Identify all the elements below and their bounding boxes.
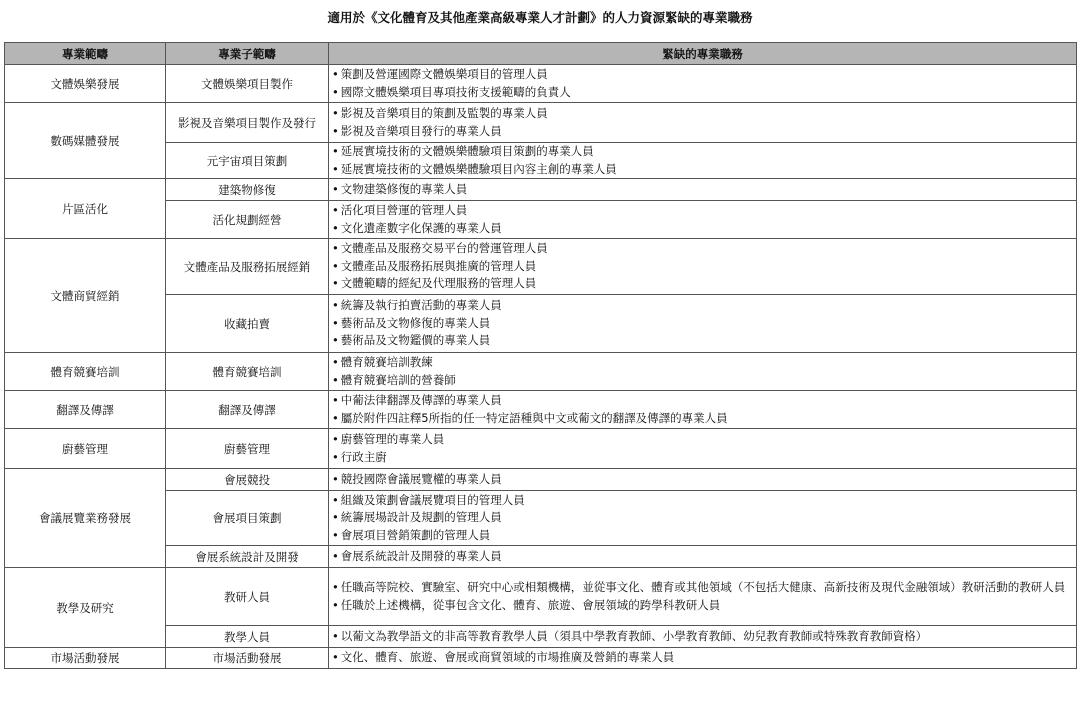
duty-text: 體育競賽培訓教練 <box>340 355 433 369</box>
table-row <box>5 568 1077 626</box>
duty-item <box>332 628 1073 646</box>
duty-item <box>332 471 1073 489</box>
table-row <box>5 648 1077 669</box>
table-row <box>5 353 1077 391</box>
duty-text: 廚藝管理的專業人員 <box>340 432 445 446</box>
bullet-icon: • <box>332 628 339 643</box>
bullet-icon: • <box>332 597 339 612</box>
bullet-icon: • <box>332 220 339 235</box>
duty-item <box>332 220 1073 238</box>
duty-item <box>332 527 1073 545</box>
bullet-icon: • <box>332 161 339 176</box>
duty-text: 延展實境技術的文體娛樂體驗項目策劃的專業人員 <box>340 144 594 158</box>
bullet-icon: • <box>332 123 339 138</box>
bullet-icon: • <box>332 492 339 507</box>
duty-item <box>332 332 1073 350</box>
duty-item <box>332 66 1073 84</box>
duty-item <box>332 649 1073 667</box>
duty-item <box>332 449 1073 467</box>
table-row <box>5 469 1077 491</box>
bullet-icon: • <box>332 258 339 273</box>
duty-item <box>332 509 1073 527</box>
duties-cell <box>329 201 1077 239</box>
bullet-icon: • <box>332 67 339 81</box>
domain-cell: 翻譯及傳譯 <box>5 391 166 429</box>
duties-cell <box>329 648 1077 669</box>
page-title: 適用於《文化體育及其他產業高級專業人才計劃》的人力資源緊缺的專業職務 <box>327 10 753 25</box>
bullet-icon: • <box>332 393 339 407</box>
duty-text: 任職於上述機構，從事包含文化、體育、旅遊、會展領域的跨學科教研人員 <box>340 597 721 612</box>
subdomain-cell: 影視及音樂項目製作及發行 <box>166 103 329 143</box>
bullet-icon: • <box>332 333 339 348</box>
bullet-icon: • <box>332 548 339 563</box>
table-row <box>5 143 1077 179</box>
duties-cell <box>329 626 1077 648</box>
subdomain-cell: 翻譯及傳譯 <box>166 391 329 429</box>
duties-cell <box>329 491 1077 546</box>
professions-table <box>4 42 1077 669</box>
table-row <box>5 65 1077 103</box>
domain-cell: 文體娛樂發展 <box>5 65 166 103</box>
duty-item <box>332 105 1073 123</box>
duties-cell <box>329 295 1077 353</box>
duty-item <box>332 143 1073 161</box>
bullet-icon: • <box>332 181 339 196</box>
subdomain-cell: 文體產品及服務拓展經銷 <box>166 239 329 295</box>
subdomain-cell: 元宇宙項目策劃 <box>166 143 329 179</box>
duty-text: 會展系統設計及開發的專業人員 <box>340 548 502 563</box>
duty-item <box>332 410 1073 428</box>
table-row <box>5 103 1077 143</box>
header-domain: 專業範疇 <box>5 43 166 65</box>
duty-text: 行政主廚 <box>340 449 387 464</box>
subdomain-cell: 會展項目策劃 <box>166 491 329 546</box>
subdomain-cell: 教學人員 <box>166 626 329 648</box>
duties-cell <box>329 353 1077 391</box>
duty-text: 藝術品及文物鑑價的專業人員 <box>340 333 491 348</box>
duty-text: 國際文體娛樂項目專項技術支援範疇的負責人 <box>340 84 571 99</box>
bullet-icon: • <box>332 580 339 594</box>
duty-item <box>332 492 1073 510</box>
duty-item <box>332 431 1073 449</box>
duty-text: 文化、體育、旅遊、會展或商貿領域的市場推廣及營銷的專業人員 <box>340 650 675 665</box>
subdomain-cell: 會展競投 <box>166 469 329 491</box>
bullet-icon: • <box>332 144 339 158</box>
bullet-icon: • <box>332 241 339 256</box>
duty-item <box>332 202 1073 220</box>
duties-cell <box>329 469 1077 491</box>
duty-text: 影視及音樂項目發行的專業人員 <box>340 123 502 138</box>
duties-cell <box>329 103 1077 143</box>
header-duties: 緊缺的專業職務 <box>329 43 1077 65</box>
duty-text: 會展項目營銷策劃的管理人員 <box>340 527 491 542</box>
duty-text: 統籌及執行拍賣活動的專業人員 <box>340 298 502 313</box>
domain-cell: 數碼媒體發展 <box>5 103 166 179</box>
bullet-icon: • <box>332 449 339 464</box>
domain-cell: 市場活動發展 <box>5 648 166 669</box>
domain-cell: 教學及研究 <box>5 568 166 648</box>
duties-cell <box>329 143 1077 179</box>
duty-item <box>332 123 1073 141</box>
duty-text: 任職高等院校、實驗室、研究中心或相類機構，並從事文化、體育或其他領域（不包括大健康、高新技術及現代金融領域）教研活動的教研人員 <box>340 580 1066 594</box>
duty-item <box>332 240 1073 258</box>
bullet-icon: • <box>332 432 339 446</box>
duty-text: 文體範疇的經紀及代理服務的管理人員 <box>340 276 537 291</box>
table-row <box>5 201 1077 239</box>
duty-text: 組織及策劃會議展覽項目的管理人員 <box>340 492 525 507</box>
table-row <box>5 179 1077 201</box>
bullet-icon: • <box>332 372 339 387</box>
bullet-icon: • <box>332 106 339 120</box>
duty-text: 文體產品及服務交易平台的營運管理人員 <box>340 241 548 256</box>
duty-item <box>332 258 1073 276</box>
duty-item <box>332 275 1073 293</box>
subdomain-cell: 教研人員 <box>166 568 329 626</box>
subdomain-cell: 文體娛樂項目製作 <box>166 65 329 103</box>
duties-cell <box>329 429 1077 469</box>
duty-text: 延展實境技術的文體娛樂體驗項目內容主創的專業人員 <box>340 161 617 176</box>
duties-cell <box>329 391 1077 429</box>
bullet-icon: • <box>332 315 339 330</box>
table-header-row <box>5 43 1077 65</box>
table-row <box>5 626 1077 648</box>
subdomain-cell: 收藏拍賣 <box>166 295 329 353</box>
subdomain-cell: 廚藝管理 <box>166 429 329 469</box>
duty-text: 中葡法律翻譯及傳譯的專業人員 <box>340 393 502 407</box>
duty-item <box>332 372 1073 390</box>
bullet-icon: • <box>332 510 339 525</box>
subdomain-cell: 會展系統設計及開發 <box>166 546 329 568</box>
domain-cell: 廚藝管理 <box>5 429 166 469</box>
subdomain-cell: 建築物修復 <box>166 179 329 201</box>
table-row <box>5 429 1077 469</box>
duty-item <box>332 181 1073 199</box>
duty-text: 以葡文為教學語文的非高等教育教學人員（須具中學教育教師、小學教育教師、幼兒教育教師或特殊教育教師資格） <box>340 628 928 643</box>
duty-text: 競投國際會議展覽權的專業人員 <box>340 471 502 486</box>
duty-text: 體育競賽培訓的營養師 <box>340 372 456 387</box>
bullet-icon: • <box>332 471 339 486</box>
duty-text: 影視及音樂項目的策劃及監製的專業人員 <box>340 106 548 120</box>
subdomain-cell: 活化規劃經營 <box>166 201 329 239</box>
bullet-icon: • <box>332 203 339 217</box>
bullet-icon: • <box>332 298 339 313</box>
domain-cell: 會議展覽業務發展 <box>5 469 166 568</box>
bullet-icon: • <box>332 650 339 665</box>
header-subdomain: 專業子範疇 <box>166 43 329 65</box>
duty-text: 藝術品及文物修復的專業人員 <box>340 315 491 330</box>
duty-item <box>332 84 1073 102</box>
duties-cell <box>329 546 1077 568</box>
domain-cell: 片區活化 <box>5 179 166 239</box>
duties-cell <box>329 65 1077 103</box>
duty-text: 策劃及營運國際文體娛樂項目的管理人員 <box>340 67 548 81</box>
duty-text: 屬於附件四註釋5所指的任一特定語種與中文或葡文的翻譯及傳譯的專業人員 <box>340 410 728 425</box>
duty-text: 文物建築修復的專業人員 <box>340 181 468 196</box>
duty-text: 文化遺產數字化保護的專業人員 <box>340 220 502 235</box>
table-row <box>5 546 1077 568</box>
domain-cell: 體育競賽培訓 <box>5 353 166 391</box>
table-row <box>5 391 1077 429</box>
duty-item <box>332 548 1073 566</box>
duty-item <box>332 597 1073 615</box>
bullet-icon: • <box>332 276 339 291</box>
duty-text: 統籌展場設計及規劃的管理人員 <box>340 510 502 525</box>
duty-text: 文體產品及服務拓展與推廣的管理人員 <box>340 258 537 273</box>
duty-item <box>332 297 1073 315</box>
subdomain-cell: 市場活動發展 <box>166 648 329 669</box>
duty-item <box>332 315 1073 333</box>
duties-cell <box>329 179 1077 201</box>
bullet-icon: • <box>332 355 339 369</box>
table-row <box>5 491 1077 546</box>
duty-item <box>332 579 1073 597</box>
subdomain-cell: 體育競賽培訓 <box>166 353 329 391</box>
bullet-icon: • <box>332 527 339 542</box>
duty-item <box>332 392 1073 410</box>
duty-item <box>332 161 1073 179</box>
duties-cell <box>329 568 1077 626</box>
bullet-icon: • <box>332 84 339 99</box>
duties-cell <box>329 239 1077 295</box>
table-row <box>5 239 1077 295</box>
duty-text: 活化項目營運的管理人員 <box>340 203 468 217</box>
duty-item <box>332 354 1073 372</box>
table-row <box>5 295 1077 353</box>
bullet-icon: • <box>332 410 339 425</box>
domain-cell: 文體商貿經銷 <box>5 239 166 353</box>
